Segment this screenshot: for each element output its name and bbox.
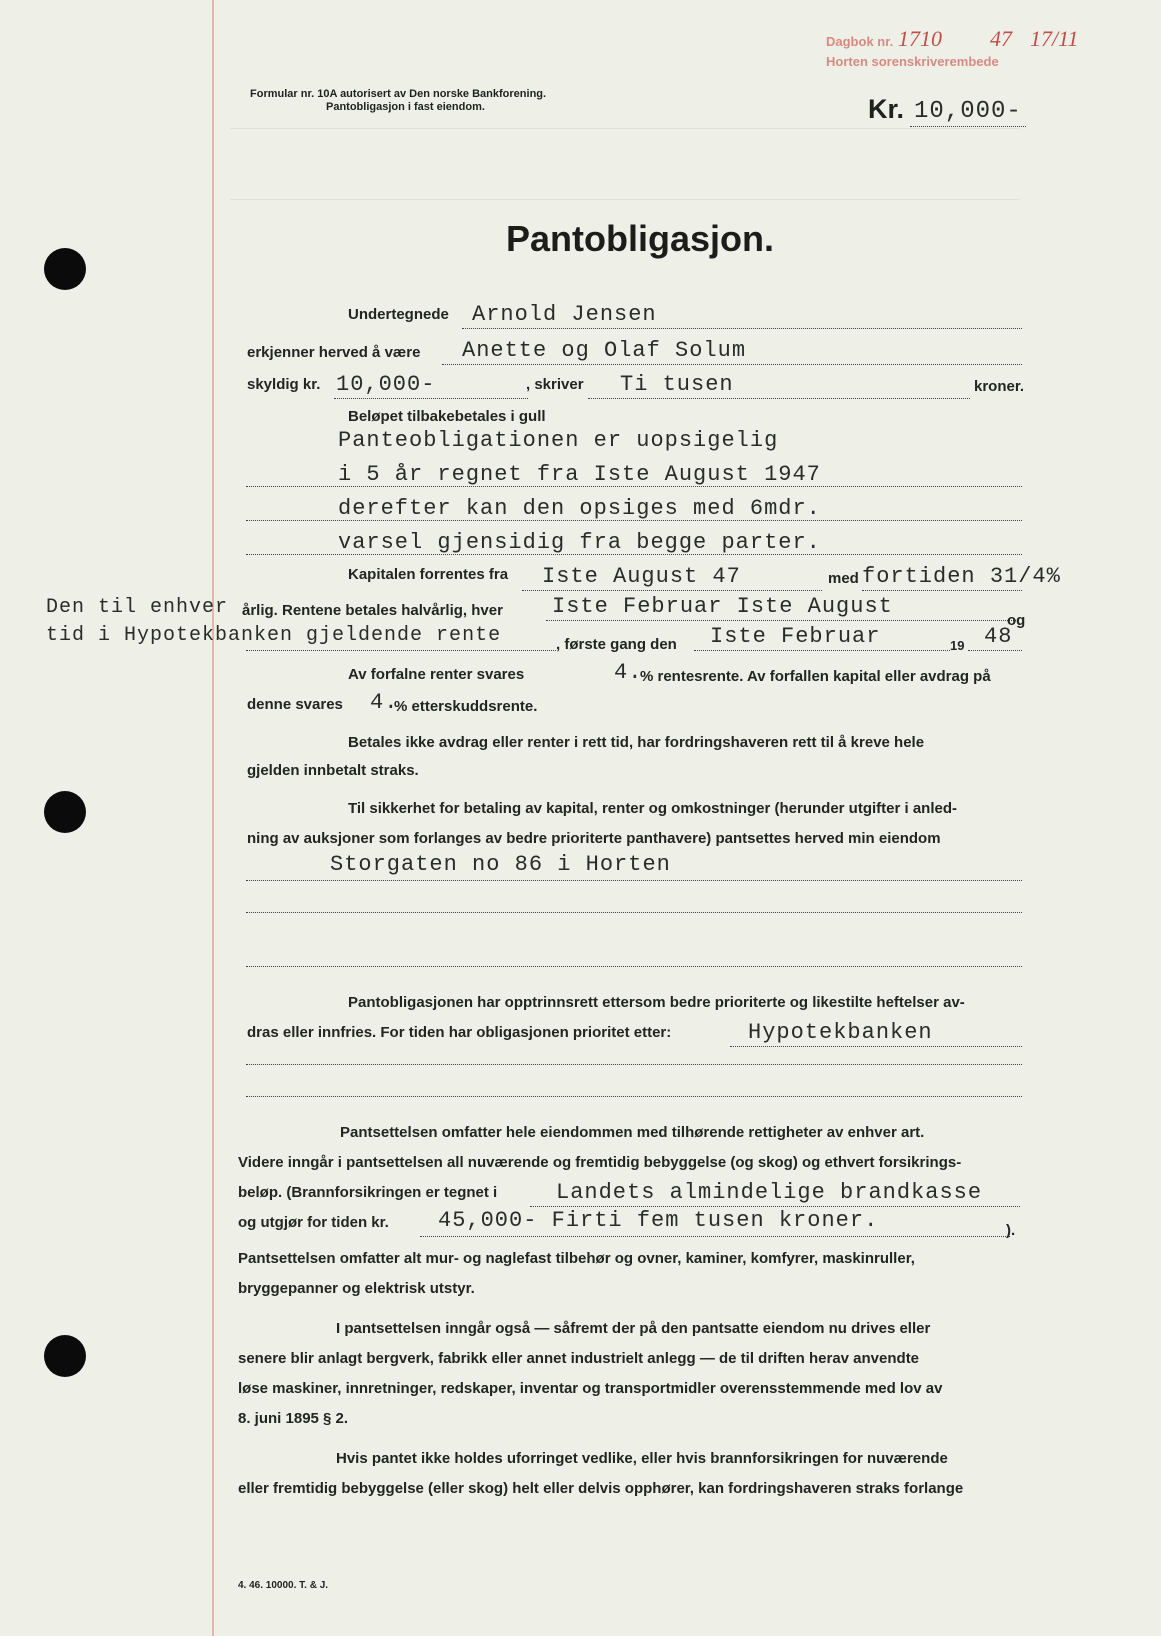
prioritet-rule-3 <box>246 1096 1022 1097</box>
forfalne-label: Av forfalne renter svares <box>348 666 525 683</box>
prioritet-value: Hypotekbanken <box>748 1020 933 1045</box>
term-rule-2 <box>246 486 1022 487</box>
omfatter-line-1: Pantsettelsen omfatter hele eiendommen med tilhørende rettigheter av enhver art. <box>340 1124 925 1141</box>
punch-hole-3 <box>44 1335 86 1377</box>
skriver-value: Ti tusen <box>620 372 734 397</box>
print-code: 4. 46. 10000. T. & J. <box>238 1580 329 1591</box>
skyldig-label: skyldig kr. <box>247 376 321 393</box>
term-line-2: i 5 år regnet fra Iste August 1947 <box>338 462 821 487</box>
eiendom-rule-1 <box>246 880 1022 881</box>
punch-hole-1 <box>44 248 86 290</box>
registry-year: 47 <box>990 26 1012 51</box>
brann-label: beløp. (Brannforsikringen er tegnet i <box>238 1184 498 1201</box>
margin-note-line-1: Den til enhver <box>46 596 229 619</box>
tilbehor-line-1: Pantsettelsen omfatter alt mur- og naglefast tilbehør og ovner, kaminer, komfyrer, maskinruller, <box>238 1250 915 1267</box>
bleed-through-texture <box>230 128 1020 200</box>
ogsaa-line-3: løse maskiner, innretninger, redskaper, inventar og transportmidler overensstemmende med lov av <box>238 1380 943 1397</box>
rentesrente-value: 4. <box>614 660 643 685</box>
ogsaa-line-4: 8. juni 1895 § 2. <box>238 1410 349 1427</box>
registry-stamp-label: Dagbok nr. <box>826 34 894 49</box>
margin-note-line-2: tid i Hypotekbanken gjeldende rente <box>46 624 502 647</box>
ogsaa-line-1: I pantsettelsen inngår også — såfremt der på den pantsatte eiendom nu drives eller <box>336 1320 931 1337</box>
eiendom-value: Storgaten no 86 i Horten <box>330 852 671 877</box>
margin-red-line <box>212 0 214 1636</box>
sikkerhet-line-1: Til sikkerhet for betaling av kapital, renter og omkostninger (herunder utgifter i anled- <box>348 800 958 817</box>
registry-date: 17/11 <box>1030 26 1079 51</box>
amount-rule <box>910 126 1026 127</box>
utgjor-value: 45,000- Firti fem tusen kroner. <box>438 1208 879 1233</box>
etterskudd-value: 4. <box>370 690 399 715</box>
tilbehor-line-2: bryggepanner og elektrisk utstyr. <box>238 1280 475 1297</box>
aarlig-label: årlig. Rentene betales halvårlig, hver <box>242 602 503 619</box>
eiendom-rule-2 <box>246 912 1022 913</box>
term-rule-4 <box>246 554 1022 555</box>
undertegnede-label: Undertegnede <box>348 306 449 323</box>
registry-number: 1710 <box>898 26 942 51</box>
brann-rule <box>530 1206 1020 1207</box>
med-rule <box>862 590 1022 591</box>
skriver-label: , skriver <box>526 376 584 393</box>
hvis-line-2: eller fremtidig bebyggelse (eller skog) helt eller delvis opphører, kan fordringshaveren straks forlange <box>238 1480 964 1497</box>
forste-value: Iste Februar <box>710 624 881 649</box>
utgjor-label: og utgjør for tiden kr. <box>238 1214 389 1231</box>
skyldig-rule <box>334 398 528 399</box>
rentesrente-label: % rentesrente. Av forfallen kapital eller avdrag på <box>640 668 991 685</box>
form-line-2: Pantobligasjon i fast eiendom. <box>326 101 485 113</box>
term-rule-3 <box>246 520 1022 521</box>
betales-line-1: Betales ikke avdrag eller renter i rett tid, har fordringshaveren rett til å kreve hele <box>348 734 925 751</box>
forrentes-value: Iste August 47 <box>542 564 741 589</box>
eiendom-rule-3 <box>246 966 1022 967</box>
form-line-1: Formular nr. 10A autorisert av Den norske Bankforening. <box>250 88 547 100</box>
note-rule <box>246 650 556 651</box>
document-title: Pantobligasjon. <box>506 218 775 259</box>
registry-office: Horten sorenskriverembede <box>826 54 999 69</box>
ogsaa-line-2: senere blir anlagt bergverk, fabrikk eller annet industrielt anlegg — de til driften herav anvendte <box>238 1350 920 1367</box>
utgjor-rule <box>420 1236 1010 1237</box>
opptrinn-line-1: Pantobligasjonen har opptrinnsrett ettersom bedre prioriterte og likestilte heftelser av- <box>348 994 965 1011</box>
skriver-rule <box>588 398 970 399</box>
betales-line-2: gjelden innbetalt straks. <box>247 762 419 779</box>
year-prefix: 19 <box>950 638 965 653</box>
med-value: fortiden 31/4% <box>862 564 1061 589</box>
brann-value: Landets almindelige brandkasse <box>556 1180 983 1205</box>
term-line-1: Panteobligationen er uopsigelig <box>338 428 779 453</box>
erkjenner-value: Anette og Olaf Solum <box>462 338 747 363</box>
forste-label: , første gang den <box>556 636 677 653</box>
forrentes-rule <box>522 590 822 591</box>
term-line-3: derefter kan den opsiges med 6mdr. <box>338 496 821 521</box>
sikkerhet-line-2: ning av auksjoner som forlanges av bedre prioriterte panthavere) pantsettes herved min eiendom <box>247 830 941 847</box>
undertegnede-rule <box>462 328 1022 329</box>
opptrinn-line-2: dras eller innfries. For tiden har obligasjonen prioritet etter: <box>247 1024 672 1041</box>
denne-label: denne svares <box>247 696 343 713</box>
etterskudd-label: % etterskuddsrente. <box>394 698 538 715</box>
skyldig-value: 10,000- <box>336 372 436 397</box>
halvaarlig-rule <box>546 620 1016 621</box>
og-label: og <box>1007 612 1026 629</box>
erkjenner-label: erkjenner herved å være <box>247 344 421 361</box>
med-label: med <box>828 570 859 587</box>
term-line-4: varsel gjensidig fra begge parter. <box>338 530 821 555</box>
amount-label: Kr. <box>868 94 905 124</box>
undertegnede-value: Arnold Jensen <box>472 302 657 327</box>
halvaarlig-value: Iste Februar Iste August <box>552 594 893 619</box>
forrentes-label: Kapitalen forrentes fra <box>348 566 509 583</box>
kroner-label: kroner. <box>974 378 1025 395</box>
year-value: 48 <box>984 624 1013 649</box>
prioritet-rule-2 <box>246 1064 1022 1065</box>
forste-rule <box>694 650 950 651</box>
punch-hole-2 <box>44 791 86 833</box>
amount-value: 10,000- <box>914 98 1022 125</box>
prioritet-rule <box>730 1046 1022 1047</box>
hvis-line-1: Hvis pantet ikke holdes uforringet vedlike, eller hvis brannforsikringen for nuværende <box>336 1450 948 1467</box>
tilbake-label: Beløpet tilbakebetales i gull <box>348 408 546 425</box>
erkjenner-rule <box>442 364 1022 365</box>
year-rule <box>968 650 1022 651</box>
utgjor-end: ). <box>1006 1222 1016 1239</box>
omfatter-line-2: Videre inngår i pantsettelsen all nuværende og fremtidig bebyggelse (og skog) og ethvert forsikrings- <box>238 1154 962 1171</box>
